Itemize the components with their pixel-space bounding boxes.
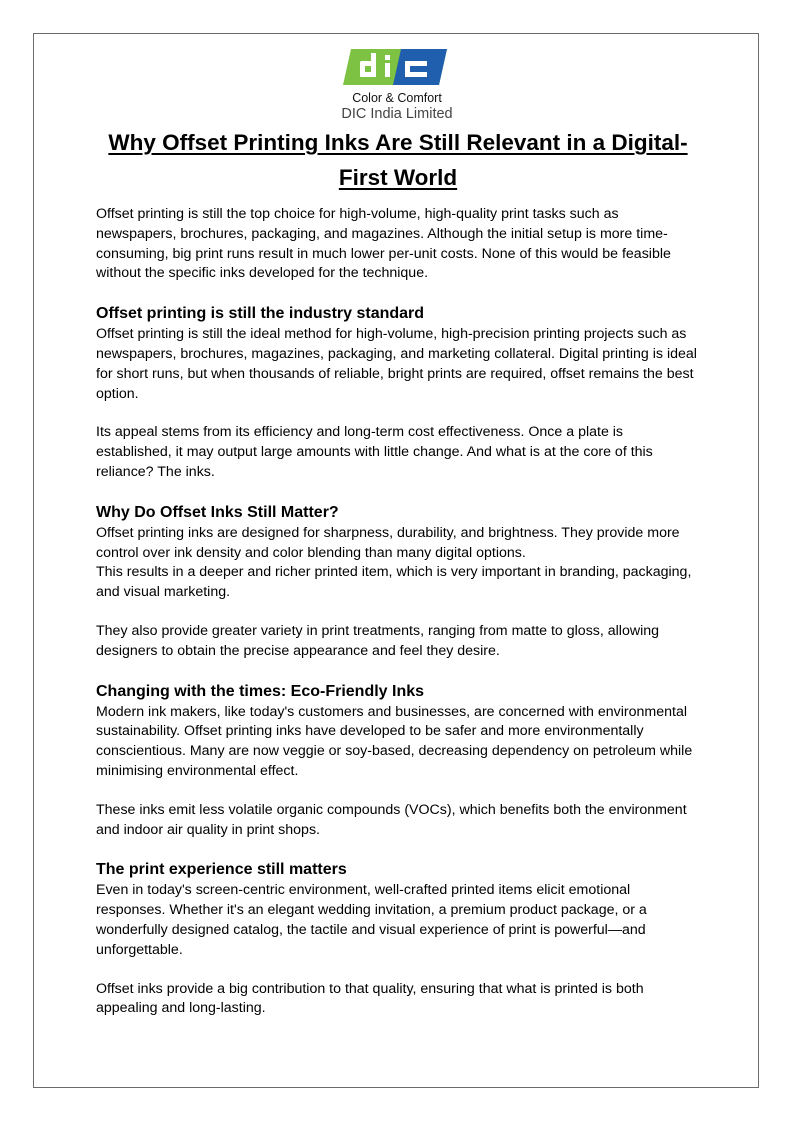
section-heading: Why Do Offset Inks Still Matter?: [96, 503, 339, 521]
section-paragraph: These inks emit less volatile organic compounds (VOCs), which benefits both the environment and indoor air quality in print shops.: [96, 801, 687, 838]
section-paragraph: Even in today's screen-centric environment, well-crafted printed items elicit emotional responses. Whether it's an elegant wedding invitation, a premium product package, or a wonderfully designed catalog, the tactile and visual experience of print is powerful—and unforgettable.: [96, 882, 647, 958]
section-paragraph: Offset printing is still the ideal method for high-volume, high-precision printing projects such as newspapers, brochures, magazines, packaging, and marketing collateral. Digital printing is ideal for short runs, but when thousands of reliable, bright prints are required, offset remains the best option.: [96, 326, 697, 402]
section-paragraph: Offset printing inks are designed for sharpness, durability, and brightness. They provide more control over ink density and color blending than many digital options.: [96, 524, 680, 561]
section-paragraph: This results in a deeper and richer printed item, which is very important in branding, packaging, and visual marketing.: [96, 564, 692, 601]
section-eco-friendly-inks: [96, 681, 700, 841]
section-paragraph: Its appeal stems from its efficiency and long-term cost effectiveness. Once a plate is established, it may output large amounts with little change. And what is at the core of this reliance? The inks.: [96, 424, 653, 480]
logo-letter-i-dot: [385, 55, 390, 60]
intro-paragraph: Offset printing is still the top choice for high-volume, high-quality print tasks such as newspapers, brochures, packaging, and magazines. Although the initial setup is more time-consuming, big print runs result in much lower per-unit costs. None of this would be feasible without the specific inks developed for the technique.: [96, 206, 671, 282]
dic-logo: [343, 47, 451, 87]
logo-blue-shape: [393, 49, 447, 85]
section-why-inks-matter: [96, 502, 700, 662]
page-title: Why Offset Printing Inks Are Still Relevant in a Digital-First World: [108, 130, 688, 190]
section-heading: Offset printing is still the industry standard: [96, 305, 425, 323]
section-paragraph: They also provide greater variety in print treatments, ranging from matte to gloss, allowing designers to obtain the precise appearance and feel they desire.: [96, 622, 660, 659]
company-name: DIC India Limited: [341, 106, 453, 122]
section-heading: Changing with the times: Eco-Friendly Inks: [96, 682, 425, 700]
section-industry-standard: [96, 303, 700, 483]
article-body: [96, 205, 700, 1038]
section-print-experience: [96, 859, 700, 1019]
section-heading: The print experience still matters: [96, 861, 347, 879]
section-paragraph: Modern ink makers, like today's customers and businesses, are concerned with environmental sustainability. Offset printing inks have developed to be safer and more environmentally conscientious. Many are now veggie or soy-based, decreasing dependency on petroleum while minimising environmental effect.: [96, 703, 693, 779]
tagline: Color & Comfort: [352, 91, 442, 105]
logo-letter-i-stem: [385, 63, 390, 77]
section-paragraph: Offset inks provide a big contribution to that quality, ensuring that what is printed is both appealing and long-lasting.: [96, 980, 644, 1017]
